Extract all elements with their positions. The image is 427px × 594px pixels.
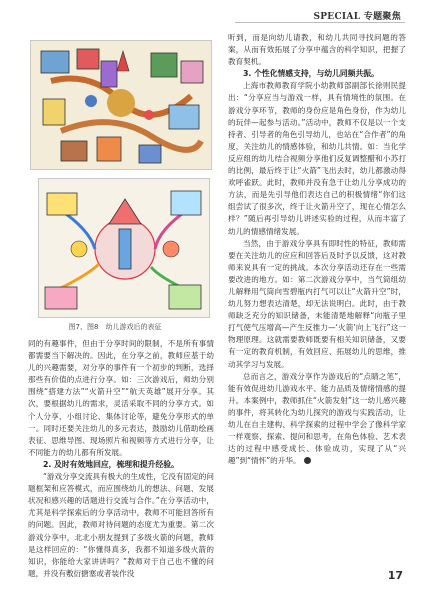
right-column (228, 32, 406, 467)
right-paragraph-4 (228, 371, 406, 468)
figure-caption: 图7、图8 幼儿游戏后的表征 (68, 323, 162, 331)
section-title (313, 9, 401, 22)
figure-8-illustration (39, 179, 209, 317)
left-subheading: 2. 及时有效地回应，梳理和提升经验。 (43, 459, 179, 469)
right-paragraph-3: 当然，由于游戏分享具有即时性的特征，教师需要在关注幼儿的应应和回答后及时予以反馈，这对教师来说具有一定的挑战。本次分享活动还存在一些需要改进的地方。如：第二次游戏分享中，当气筒组幼儿解释用气筒向雪碧瓶内打气可以让“火箭升空”时，幼儿努力想表达清楚，却无法说明白。此时，由于教师缺乏充分的知识储备，未能清楚地解释“向瓶子里打气使气压增高—产生反推力—‘火箭’向上飞行”这一物理原理。这就需要教师既要有相关知识储备，又要有一定的教育机制，有效回应、拓展幼儿的思维，推动其学习与发展。 (228, 238, 406, 369)
left-column (28, 338, 214, 580)
figure-8-drawing (38, 178, 210, 318)
right-paragraph-2: 上海市教师教育学院小幼教师部副部长徐则民提出：“分享应当与游戏一样，具有情境性的氛围。在游戏分享环节，教师的身份应是角色身份，作为幼儿的玩伴—起参与活动。”活动中，教师不仅是以一个支持者、引导者的角色引导幼儿，也站在“合作者”的角度，关注幼儿的情感体验，和幼儿共情。如：当化学反应组的幼儿结合视频分享他们反复调整醋和小苏打的比例，最后终于让“火箭”飞出去时，幼儿都激动得欢呼雀跃。此时，教师并没有急于让幼儿分享成功的方法，而是先引导他们表达自己的积极情绪“你们这组尝试了很多次，终于让火箭升空了，现在心情怎么样？”随后再引导幼儿讲述实验的过程，从而丰富了幼儿的情感情绪发展。 (228, 81, 406, 236)
left-paragraph-1: 同的有趣事件，但由于分享时间的限制，不是所有事情都需要当下解决的。因此，在分享之前，教师应基于幼儿的兴趣需要，对分享的事件有一个初步的判断，选择那些有价值的点进行分享。如：三次游戏后，师幼分别围绕“搭建方法”“火箭升空”“航天英雄”展开分享。其次，要根据幼儿的需求，灵活采取不同的分享方式。如个人分享、小组讨论、集体讨论等，避免分享形式的单一。同时还要关注幼儿的多元表达，鼓励幼儿借助绘画表征、思维导图、现场照片和视频等方式进行分享，让不同能力的幼儿都有所发展。 (28, 339, 214, 457)
figure-7-drawing (30, 40, 212, 170)
page-number: 17 (387, 569, 403, 582)
right-paragraph-4-text: 总而言之，游戏分享作为游戏后的“点睛之笔”，能有效促进幼儿游戏水平、能力品质及情绪情感的提升。本案例中，教师抓住“火箭发射”这一幼儿感兴趣的事件，将其转化为幼儿探究的游戏与实践活动，让幼儿在自主建构、科学探索的过程中学会了像科学家一样观察、探索、提问和思考，在角色体验、艺术表达的过程中感受成长、体验成功，实现了从“兴趣”到“情怀”的升华。 (228, 371, 406, 466)
right-paragraph-1: 听到，而是向幼儿请教，和幼儿共同寻找问题的答案，从而有效拓展了分享中蕴含的科学知识，把握了教育契机。 (228, 33, 406, 67)
article-end-icon (304, 457, 311, 464)
right-subheading: 3. 个性化情感支持，与幼儿同频共振。 (243, 69, 379, 79)
left-paragraph-2: “游戏分享交流具有极大的生成性，它没有固定的问题框架和应答模式，而应围绕幼儿的想法、问题、发展状况和感兴趣的话题进行交流与合作。”在分享活动中，尤其是科学探索后的分享活动中，教师不可能回答所有的问题。因此，教师对待问题的态度尤为重要。第二次游戏分享中，北北小朋友提到了多级火箭的问题，教师是这样回应的：“你懂得真多，我都不知道多级火箭的知识，你能给大家讲讲吗？”教师对于自己也不懂的问题，并没有敷衍搪塞或者装作没 (28, 472, 214, 578)
page-header (0, 0, 427, 30)
figure-7-illustration (31, 41, 211, 169)
section-title-cn: 专题聚焦 (363, 12, 401, 22)
header-rule (235, 22, 405, 23)
section-title-en: SPECIAL (313, 12, 361, 22)
